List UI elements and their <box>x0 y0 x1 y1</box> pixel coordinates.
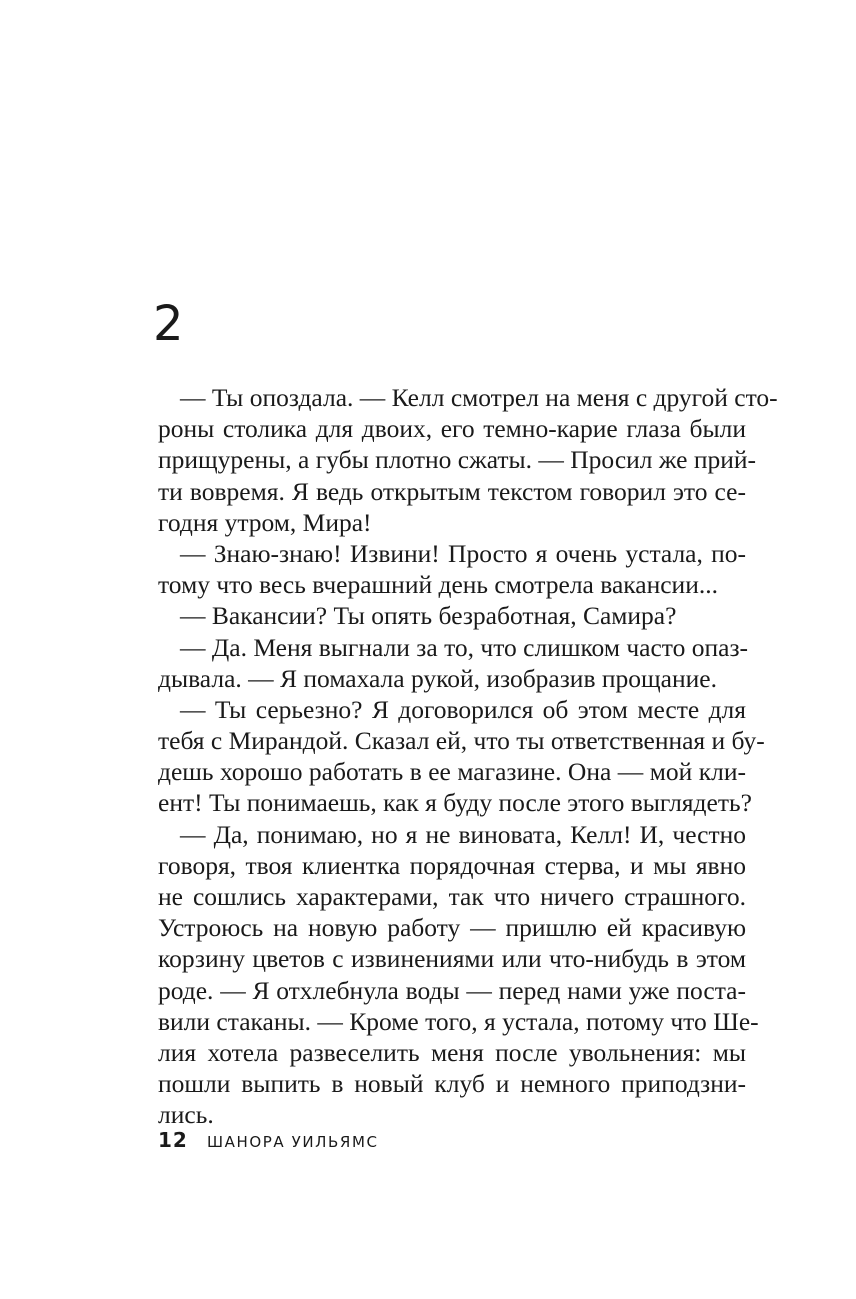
page-footer <box>158 1130 379 1150</box>
text-line: Устроюсь на новую работу — пришлю ей красивую <box>158 913 746 943</box>
text-line: говоря, твоя клиентка порядочная стерва, и мы явно <box>158 850 746 880</box>
text-line: роны столика для двоих, его темно-карие глаза были <box>158 414 746 444</box>
text-line: — Знаю-знаю! Извини! Просто я очень устала, по- <box>180 538 746 568</box>
text-line: лия хотела развеселить меня после увольнения: мы <box>158 1037 746 1067</box>
text-line: лись. <box>158 1100 214 1130</box>
chapter-body <box>158 382 778 1131</box>
text-line: — Ты серьезно? Я договорился об этом месте для <box>180 694 746 724</box>
text-line: роде. — Я отхлебнула воды — перед нами уже поста- <box>158 975 746 1005</box>
text-line: ент! Ты понимаешь, как я буду после этого выглядеть? <box>158 788 752 818</box>
running-head-author: ШАНОРА УИЛЬЯМС <box>206 1133 379 1151</box>
text-line: тебя с Мирандой. Сказал ей, что ты ответственная и бу- <box>158 726 765 756</box>
text-line: — Вакансии? Ты опять безработная, Самира? <box>180 601 677 631</box>
text-line: дывала. — Я помахала рукой, изобразив прощание. <box>158 663 717 693</box>
text-line: прищурены, а губы плотно сжаты. — Просил же прий- <box>158 445 757 475</box>
text-line: вили стаканы. — Кроме того, я устала, потому что Ше- <box>158 1006 759 1036</box>
text-line: тому что весь вчерашний день смотрела вакансии... <box>158 570 718 600</box>
text-line: годня утром, Мира! <box>158 507 372 537</box>
text-line: не сошлись характерами, так что ничего страшного. <box>158 882 746 911</box>
text-line: — Ты опоздала. — Келл смотрел на меня с другой сто- <box>180 383 778 412</box>
text-line: корзину цветов с извинениями или что-нибудь в этом <box>158 944 746 974</box>
text-line: — Да, понимаю, но я не виновата, Келл! И, честно <box>180 819 746 849</box>
text-line: пошли выпить в новый клуб и немного приподзни- <box>158 1069 746 1099</box>
text-line: — Да. Меня выгнали за то, что слишком часто опаз- <box>180 632 749 662</box>
chapter-number: 2 <box>153 296 184 352</box>
text-line: дешь хорошо работать в ее магазине. Она — мой кли- <box>158 757 746 787</box>
text-line: ти вовремя. Я ведь открытым текстом говорил это се- <box>158 476 746 506</box>
page-number: 12 <box>158 1128 188 1152</box>
